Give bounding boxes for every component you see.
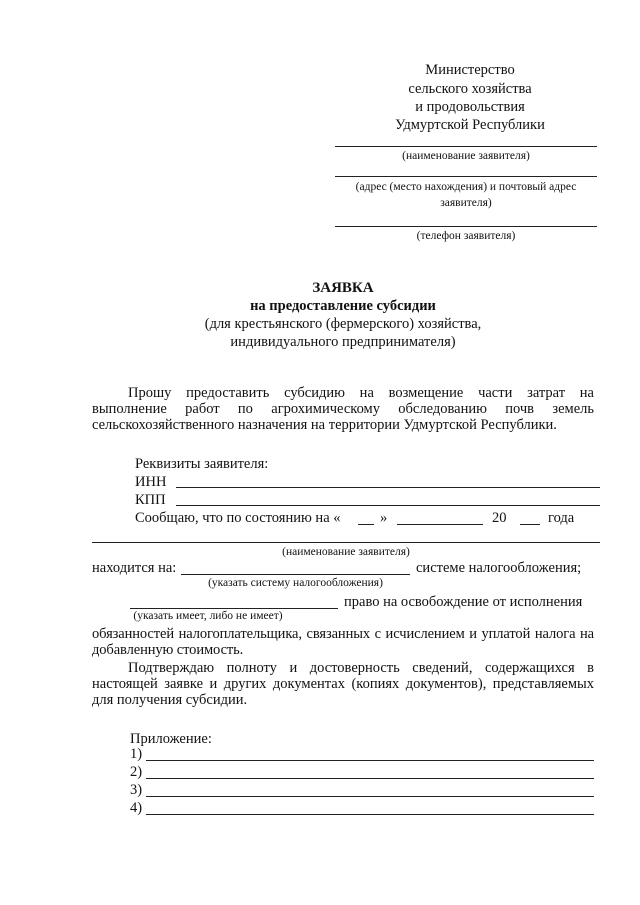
tax-system-caption: (указать систему налогообложения) bbox=[208, 577, 383, 589]
confirmation-paragraph bbox=[92, 660, 594, 708]
addressee-line-2: сельского хозяйства bbox=[408, 81, 532, 97]
applicant-name-field[interactable] bbox=[92, 542, 600, 543]
attachment-field-3[interactable] bbox=[146, 796, 594, 797]
located-suffix: системе налогообложения; bbox=[416, 560, 582, 576]
attachment-number-3: 3) bbox=[130, 782, 143, 798]
tax-system-field[interactable] bbox=[181, 574, 410, 575]
attachment-field-4[interactable] bbox=[146, 814, 594, 815]
request-paragraph bbox=[92, 385, 594, 433]
applicant-address-line[interactable] bbox=[335, 176, 597, 177]
addressee-line-3: и продовольствия bbox=[415, 99, 525, 115]
kpp-field[interactable] bbox=[176, 505, 600, 506]
exemption-field[interactable] bbox=[130, 608, 338, 609]
details-heading: Реквизиты заявителя: bbox=[135, 456, 269, 472]
report-year-suffix: года bbox=[548, 510, 575, 526]
applicant-name-caption: (наименование заявителя) bbox=[402, 150, 530, 162]
report-day-field[interactable] bbox=[358, 524, 374, 525]
attachment-field-1[interactable] bbox=[146, 760, 594, 761]
located-prefix: находится на: bbox=[92, 560, 177, 576]
report-month-field[interactable] bbox=[397, 524, 483, 525]
report-date-prefix: Сообщаю, что по состоянию на « bbox=[135, 510, 341, 526]
attachment-field-2[interactable] bbox=[146, 778, 594, 779]
document-note-2: индивидуального предпринимателя) bbox=[230, 334, 456, 350]
document-title: ЗАЯВКА bbox=[312, 280, 374, 296]
request-text: Прошу предоставить субсидию на возмещение части затрат на выполнение работ по агрохимическому обследованию почв земель сельскохозяйственного назначения на территории Удмуртской Республики. bbox=[92, 385, 594, 433]
applicant-phone-line[interactable] bbox=[335, 226, 597, 227]
applicant-address-caption-2: заявителя) bbox=[440, 197, 492, 209]
exemption-suffix: право на освобождение от исполнения bbox=[344, 594, 583, 610]
report-quote-close: » bbox=[380, 510, 388, 526]
report-year-field[interactable] bbox=[520, 524, 540, 525]
document-subtitle: на предоставление субсидии bbox=[250, 298, 436, 314]
obligations-text: обязанностей налогоплательщика, связанных с исчислением и уплатой налога на добавленную стоимость. bbox=[92, 626, 594, 658]
document-note-1: (для крестьянского (фермерского) хозяйства, bbox=[204, 316, 482, 332]
applicant-name-line[interactable] bbox=[335, 146, 597, 147]
inn-label: ИНН bbox=[135, 474, 167, 490]
kpp-label: КПП bbox=[135, 492, 166, 508]
confirmation-text: Подтверждаю полноту и достоверность сведений, содержащихся в настоящей заявке и других документах (копиях документов), представляемых для получения субсидии. bbox=[92, 660, 594, 708]
inn-field[interactable] bbox=[176, 487, 600, 488]
addressee-line-4: Удмуртской Республики bbox=[395, 117, 545, 133]
attachment-number-4: 4) bbox=[130, 800, 143, 816]
applicant-address-caption: (адрес (место нахождения) и почтовый адрес bbox=[355, 181, 577, 193]
applicant-phone-caption: (телефон заявителя) bbox=[416, 230, 516, 242]
attachments-heading: Приложение: bbox=[130, 731, 212, 747]
attachment-number-1: 1) bbox=[130, 746, 143, 762]
report-year-prefix: 20 bbox=[492, 510, 507, 526]
addressee-line-1: Министерство bbox=[425, 62, 515, 78]
applicant-name-caption-2: (наименование заявителя) bbox=[282, 546, 410, 558]
exemption-caption: (указать имеет, либо не имеет) bbox=[133, 610, 283, 622]
attachment-number-2: 2) bbox=[130, 764, 143, 780]
